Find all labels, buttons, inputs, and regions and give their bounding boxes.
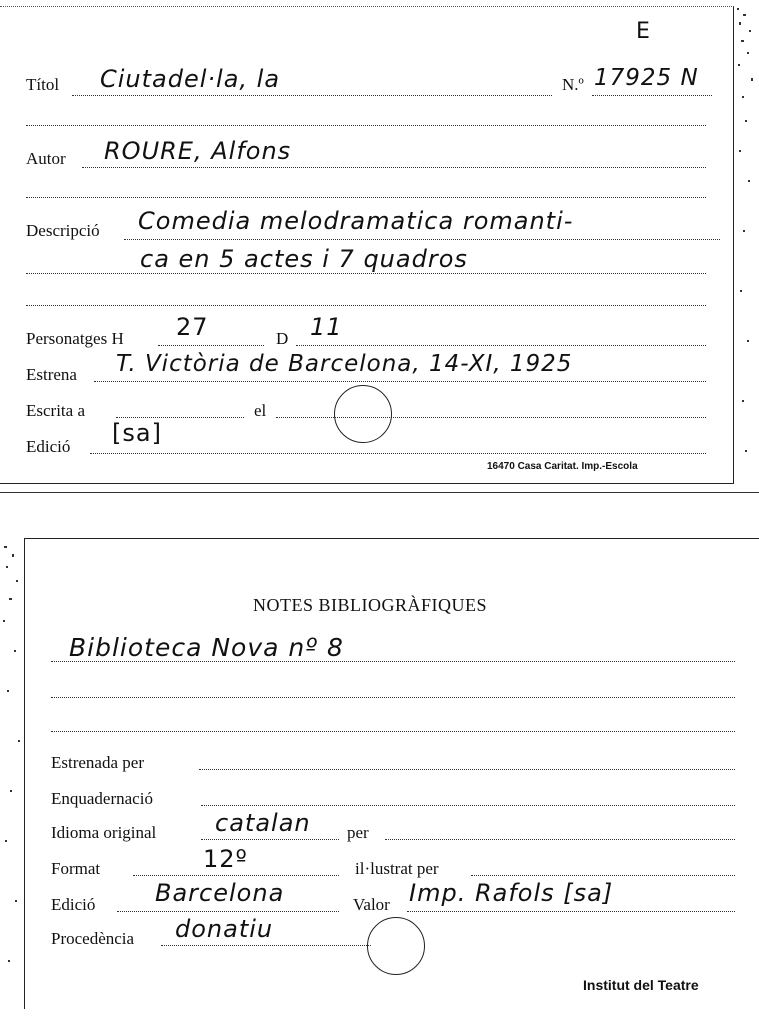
illustrat-label: il·lustrat per — [355, 859, 439, 878]
idioma-value: catalan — [215, 809, 311, 837]
idioma-label: Idioma original — [51, 823, 157, 842]
note-value-1: Biblioteca Nova nº 8 — [69, 633, 344, 662]
note-line-2 — [51, 697, 735, 698]
format-label: Format — [51, 859, 101, 878]
edicio-line — [90, 453, 706, 454]
personatges-h-value: 27 — [176, 313, 209, 341]
valor-line — [407, 911, 735, 912]
titol-value: Ciutadel·la, la — [100, 65, 281, 93]
descripcio-label: Descripció — [26, 221, 100, 240]
autor-line — [82, 167, 706, 168]
numero-value: 17925 N — [594, 65, 699, 91]
edicio-value: [sa] — [112, 419, 162, 447]
estrenada-line — [199, 769, 735, 770]
illustrat-line — [471, 875, 735, 876]
card-separator — [0, 492, 759, 493]
edicio-label: Edició — [26, 437, 71, 456]
idioma-per-line — [385, 839, 735, 840]
descripcio-value-1: Comedia melodramatica romanti- — [138, 207, 574, 235]
escrita-el-label: el — [254, 401, 267, 420]
numero-label: N.º — [562, 75, 584, 94]
idioma-per-label: per — [347, 823, 369, 842]
descripcio-continuation-line — [26, 305, 706, 306]
valor-value: Imp. Rafols [sa] — [409, 879, 614, 907]
procedencia-label: Procedència — [51, 929, 135, 948]
catalog-card-front — [0, 6, 734, 484]
enquadernacio-line — [201, 805, 735, 806]
valor-label: Valor — [353, 895, 390, 914]
titol-continuation-line — [26, 125, 706, 126]
printer-imprint: 16470 Casa Caritat. Imp.-Escola — [487, 461, 638, 472]
escrita-place-line — [116, 417, 244, 418]
corner-mark: E — [636, 19, 651, 44]
personatges-label: Personatges H — [26, 329, 124, 348]
escrita-label: Escrita a — [26, 401, 85, 420]
edicio-back-value: Barcelona — [155, 879, 285, 907]
numero-line — [592, 95, 712, 96]
format-line — [133, 875, 339, 876]
personatges-h-line — [158, 345, 264, 346]
scan-edge-noise-right — [733, 0, 759, 480]
punch-hole-back — [367, 917, 425, 975]
descripcio-line-2 — [26, 273, 706, 274]
descripcio-line-1 — [124, 239, 720, 240]
scan-edge-noise-left — [0, 540, 26, 1010]
note-line-3 — [51, 731, 735, 732]
format-value: 12º — [203, 845, 248, 873]
notes-heading: NOTES BIBLIOGRÀFIQUES — [253, 595, 488, 615]
personatges-d-label: D — [276, 329, 289, 348]
titol-line — [72, 95, 552, 96]
idioma-line — [201, 839, 339, 840]
personatges-d-value: 11 — [310, 313, 343, 341]
estrena-label: Estrena — [26, 365, 77, 384]
autor-value: ROURE, Alfons — [104, 137, 292, 165]
titol-label: Títol — [26, 75, 60, 94]
autor-label: Autor — [26, 149, 66, 168]
institution-imprint: Institut del Teatre — [583, 977, 699, 993]
estrena-line — [94, 381, 706, 382]
procedencia-line — [161, 945, 371, 946]
punch-hole — [334, 385, 392, 443]
catalog-card-back — [24, 538, 759, 1009]
edicio-back-line — [117, 911, 339, 912]
estrena-value: T. Victòria de Barcelona, 14-XI, 1925 — [116, 351, 573, 377]
enquadernacio-label: Enquadernació — [51, 789, 153, 808]
autor-continuation-line — [26, 197, 706, 198]
personatges-d-line — [296, 345, 706, 346]
procedencia-value: donatiu — [175, 915, 274, 943]
descripcio-value-2: ca en 5 actes i 7 quadros — [140, 245, 468, 273]
estrenada-label: Estrenada per — [51, 753, 144, 772]
edicio-back-label: Edició — [51, 895, 96, 914]
